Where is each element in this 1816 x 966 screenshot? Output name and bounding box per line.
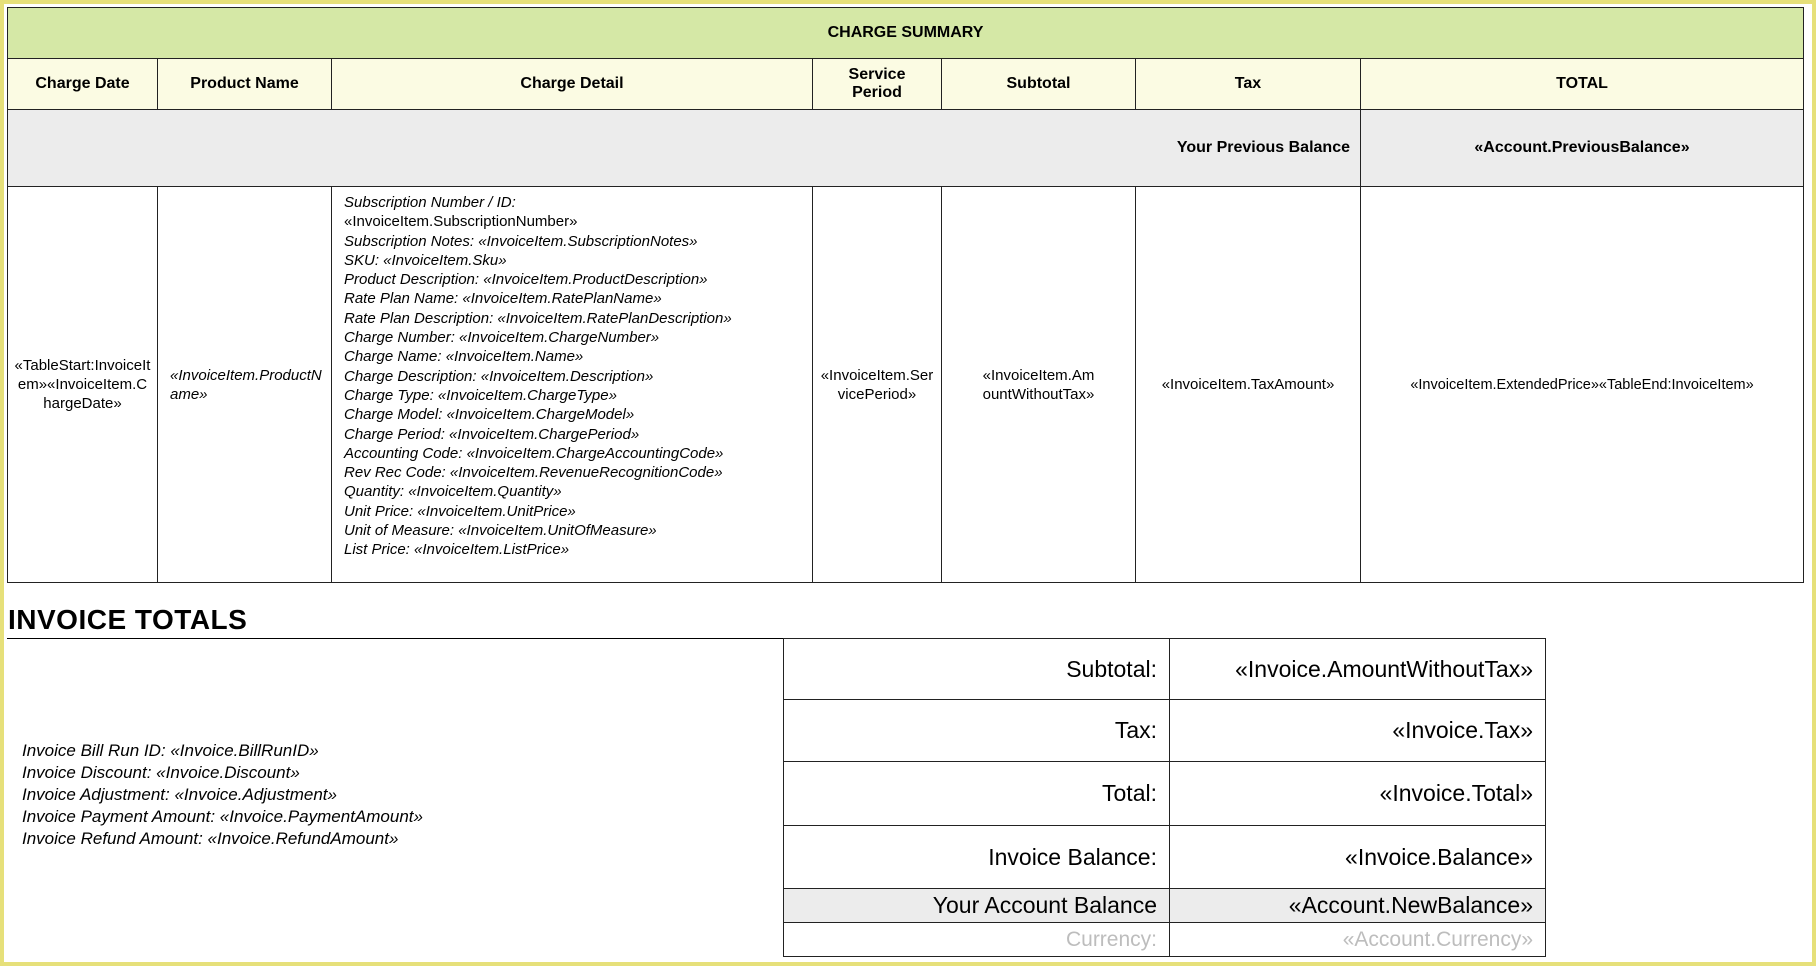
account-balance-label: Your Account Balance xyxy=(784,889,1170,923)
invoice-totals-table xyxy=(783,638,1546,957)
invoice-totals-title: INVOICE TOTALS xyxy=(8,604,248,635)
detail-line: List Price: «InvoiceItem.ListPrice» xyxy=(344,541,570,559)
table-row xyxy=(784,889,1546,923)
total-label: Total: xyxy=(784,762,1170,826)
header-service-period: Service Period xyxy=(813,59,942,110)
note-line: Invoice Adjustment: «Invoice.Adjustment» xyxy=(22,785,337,804)
detail-line: Subscription Number / ID: xyxy=(344,194,516,211)
header-charge-date: Charge Date xyxy=(8,59,158,110)
detail-line: Rate Plan Name: «InvoiceItem.RatePlanName» xyxy=(344,290,662,308)
tax-label: Tax: xyxy=(784,700,1170,762)
cell-product-name: «InvoiceItem.ProductName» xyxy=(158,187,332,583)
note-line: Invoice Discount: «Invoice.Discount» xyxy=(22,763,300,782)
detail-line: Charge Number: «InvoiceItem.ChargeNumber» xyxy=(344,329,660,347)
cell-tax: «InvoiceItem.TaxAmount» xyxy=(1136,187,1361,583)
charge-summary-title: CHARGE SUMMARY xyxy=(8,8,1804,59)
detail-line: Subscription Notes: «InvoiceItem.SubscriptionNotes» xyxy=(344,232,698,250)
table-row xyxy=(784,639,1546,700)
currency-label: Currency: xyxy=(784,923,1170,957)
detail-line: Unit Price: «InvoiceItem.UnitPrice» xyxy=(344,502,576,520)
cell-service-period: «InvoiceItem.ServicePeriod» xyxy=(813,187,942,583)
divider xyxy=(7,638,784,639)
header-product-name: Product Name xyxy=(158,59,332,110)
invoice-balance-value: «Invoice.Balance» xyxy=(1170,826,1546,889)
previous-balance-value: «Account.PreviousBalance» xyxy=(1361,110,1804,187)
note-line: Invoice Bill Run ID: «Invoice.BillRunID» xyxy=(22,741,319,760)
detail-line: Quantity: «InvoiceItem.Quantity» xyxy=(344,483,562,501)
account-balance-value: «Account.NewBalance» xyxy=(1170,889,1546,923)
cell-total: «InvoiceItem.ExtendedPrice»«TableEnd:InvoiceItem» xyxy=(1361,187,1804,583)
detail-line: SKU: «InvoiceItem.Sku» xyxy=(344,251,507,269)
detail-line: Accounting Code: «InvoiceItem.ChargeAccountingCode» xyxy=(344,444,724,462)
detail-line: Rev Rec Code: «InvoiceItem.RevenueRecognitionCode» xyxy=(344,464,723,482)
detail-line: Charge Description: «InvoiceItem.Description» xyxy=(344,367,654,385)
detail-line: Charge Type: «InvoiceItem.ChargeType» xyxy=(344,386,617,404)
header-subtotal: Subtotal xyxy=(942,59,1136,110)
cell-charge-date: «TableStart:InvoiceItem»«InvoiceItem.ChargeDate» xyxy=(8,187,158,583)
table-row xyxy=(784,826,1546,889)
header-charge-detail: Charge Detail xyxy=(332,59,813,110)
detail-line: Rate Plan Description: «InvoiceItem.RatePlanDescription» xyxy=(344,309,732,327)
note-line: Invoice Refund Amount: «Invoice.RefundAmount» xyxy=(22,829,399,848)
detail-line: Charge Name: «InvoiceItem.Name» xyxy=(344,348,584,366)
note-line: Invoice Payment Amount: «Invoice.PaymentAmount» xyxy=(22,807,423,826)
total-value: «Invoice.Total» xyxy=(1170,762,1546,826)
detail-line: «InvoiceItem.SubscriptionNumber» xyxy=(344,213,578,231)
currency-value: «Account.Currency» xyxy=(1170,923,1546,957)
tax-value: «Invoice.Tax» xyxy=(1170,700,1546,762)
table-row xyxy=(784,923,1546,957)
detail-line: Charge Model: «InvoiceItem.ChargeModel» xyxy=(344,406,635,424)
subtotal-value: «Invoice.AmountWithoutTax» xyxy=(1170,639,1546,700)
detail-line: Charge Period: «InvoiceItem.ChargePeriod» xyxy=(344,425,640,443)
subtotal-label: Subtotal: xyxy=(784,639,1170,700)
header-tax: Tax xyxy=(1136,59,1361,110)
table-row xyxy=(784,700,1546,762)
previous-balance-label: Your Previous Balance xyxy=(8,110,1361,187)
invoice-notes xyxy=(22,740,423,850)
cell-subtotal: «InvoiceItem.AmountWithoutTax» xyxy=(942,187,1136,583)
detail-line: Product Description: «InvoiceItem.ProductDescription» xyxy=(344,271,708,289)
table-row xyxy=(784,762,1546,826)
detail-line: Unit of Measure: «InvoiceItem.UnitOfMeasure» xyxy=(344,522,657,540)
invoice-balance-label: Invoice Balance: xyxy=(784,826,1170,889)
table-row xyxy=(8,187,1804,583)
cell-charge-detail xyxy=(332,187,813,583)
header-total: TOTAL xyxy=(1361,59,1804,110)
charge-summary-table xyxy=(7,7,1804,583)
